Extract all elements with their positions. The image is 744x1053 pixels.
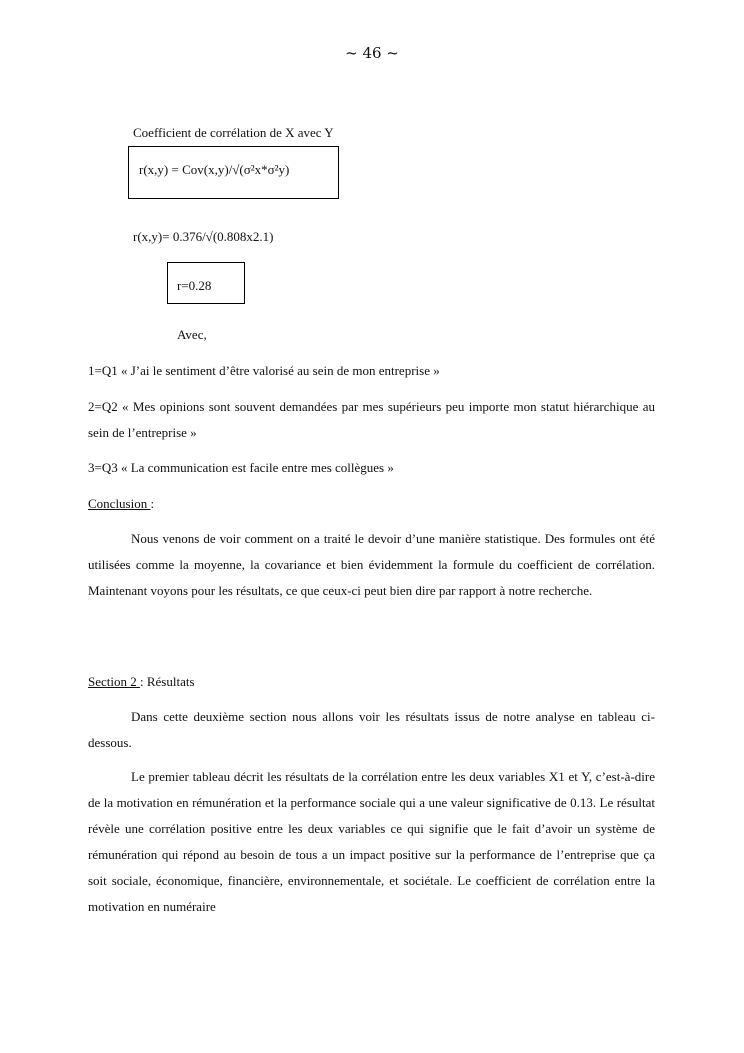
section-title: : Résultats [140, 674, 195, 689]
conclusion-paragraph: Nous venons de voir comment on a traité le devoir d’une manière statistique. Des formules ont été utilisées comme la moyenne, la covariance et bien évidemment la formule du coefficient de corrélation. Maintenant voyons pour les résultats, ce que ceux-ci peut bien dire par rapport à notre recherche. [88, 531, 655, 598]
question-3: 3=Q3 « La communication est facile entre mes collègues » [88, 460, 394, 475]
section-label: Section 2 [88, 674, 140, 689]
formula-box [128, 146, 339, 199]
page-number: ~ 46 ~ [345, 44, 399, 62]
calculation-line: r(x,y)= 0.376/√(0.808x2.1) [133, 229, 274, 244]
question-2: 2=Q2 « Mes opinions sont souvent demandées par mes supérieurs peu importe mon statut hiérarchique au sein de l’entreprise » [88, 399, 655, 440]
formula-heading: Coefficient de corrélation de X avec Y [133, 125, 334, 140]
result-box [167, 262, 245, 304]
avec-label: Avec, [177, 327, 207, 342]
section-heading [88, 674, 195, 690]
section-intro-paragraph: Dans cette deuxième section nous allons voir les résultats issus de notre analyse en tableau ci-dessous. [88, 709, 655, 750]
conclusion-heading [88, 496, 154, 512]
result-text: r=0.28 [177, 278, 212, 293]
conclusion-label: Conclusion [88, 496, 151, 511]
section-body-paragraph: Le premier tableau décrit les résultats de la corrélation entre les deux variables X1 et Y, c’est-à-dire de la motivation en rémunération et la performance sociale qui a une valeur significative de 0.13. Le résultat révèle une corrélation positive entre les deux variables ce qui signifie que le fait d’avoir un système de rémunération qui répond au besoin de tous a un impact positive sur la performance de l’entreprise que ça soit sociale, économique, financière, environnementale, et sociétale. Le coefficient de corrélation entre la motivation en numéraire [88, 769, 655, 914]
question-1: 1=Q1 « J’ai le sentiment d’être valorisé au sein de mon entreprise » [88, 363, 440, 378]
conclusion-colon: : [150, 496, 155, 511]
formula-text: r(x,y) = Cov(x,y)/√(σ²x*σ²y) [139, 162, 290, 177]
